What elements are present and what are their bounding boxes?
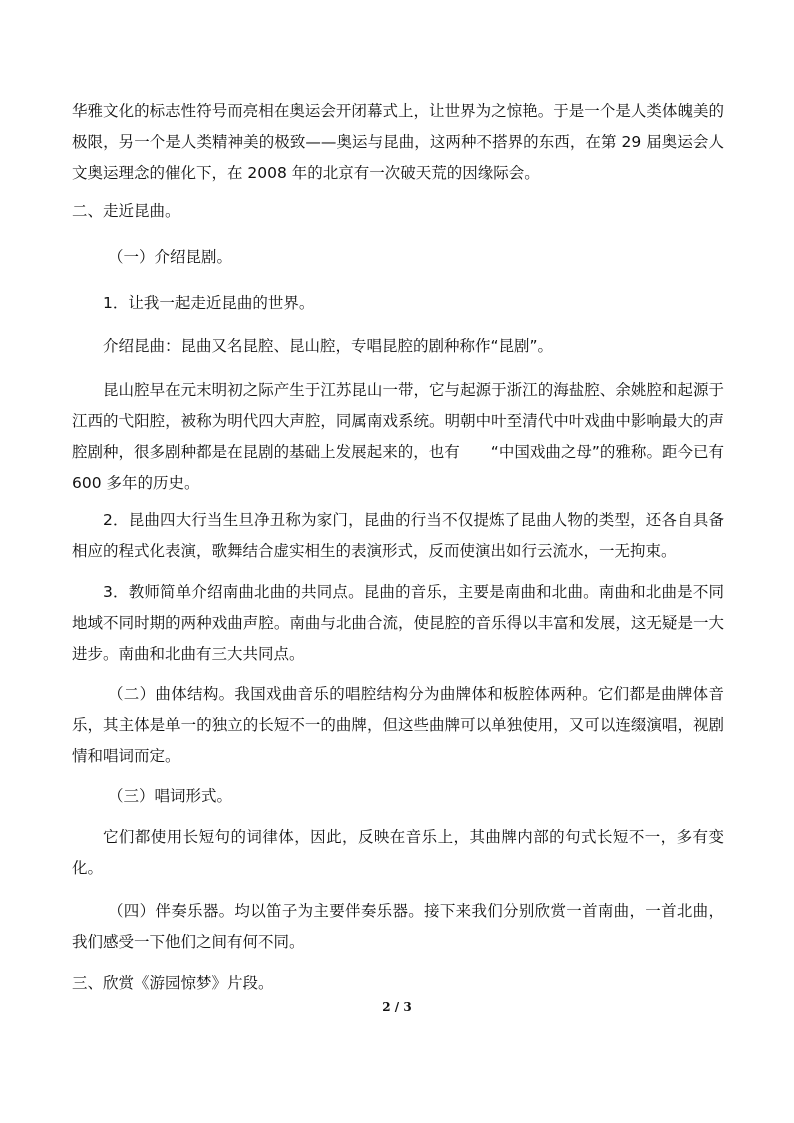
- heading-section-two: 二、走近昆曲。: [72, 202, 181, 220]
- heading-section-three: 三、欣赏《游园惊梦》片段。: [72, 974, 274, 992]
- paragraph-item-2: 2．昆曲四大行当生旦净丑称为家门，昆曲的行当不仅提炼了昆曲人物的类型，还各自具备相应的程式化表演，歌舞结合虚实相生的表演形式，反而使演出如行云流水，一无拘束。: [72, 511, 724, 560]
- paragraph-lyrics-form: 它们都使用长短句的词律体，因此，反映在音乐上，其曲牌内部的句式长短不一，多有变化。: [72, 828, 724, 877]
- heading-subsection-one: （一）介绍昆剧。: [108, 248, 233, 266]
- page-number: 2 / 3: [382, 1000, 412, 1014]
- paragraph-olympics-intro: 华雅文化的标志性符号而亮相在奥运会开闭幕式上，让世界为之惊艳。于是一个是人类体魄美的极限，另一个是人类精神美的极致——奥运与昆曲，这两种不搭界的东西，在第 29 届奥运会人文奥运理念的催化下，在 2008 年的北京有一次破天荒的因缘际会。: [72, 102, 724, 182]
- paragraph-item-1: 1．让我一起走近昆曲的世界。: [103, 294, 315, 312]
- paragraph-item-3: 3．教师简单介绍南曲北曲的共同点。昆曲的音乐，主要是南曲和北曲。南曲和北曲是不同地域不同时期的两种戏曲声腔。南曲与北曲合流，使昆腔的音乐得以丰富和发展，这无疑是一大进步。南曲和北曲有三大共同点。: [72, 583, 724, 663]
- paragraph-kunshan-history: 昆山腔早在元末明初之际产生于江苏昆山一带，它与起源于浙江的海盐腔、余姚腔和起源于江西的弋阳腔，被称为明代四大声腔，同属南戏系统。明朝中叶至清代中叶戏曲中影响最大的声腔剧种，很多剧种都是在昆剧的基础上发展起来的，也有 “中国戏曲之母”的雅称。距今已有 600 多年的历史。: [72, 381, 724, 492]
- paragraph-kunqu-definition: 介绍昆曲：昆曲又名昆腔、昆山腔，专唱昆腔的剧种称作“昆剧”。: [103, 337, 554, 355]
- paragraph-subsection-four: （四）伴奏乐器。均以笛子为主要伴奏乐器。接下来我们分别欣赏一首南曲，一首北曲，我们感受一下他们之间有何不同。: [72, 902, 724, 951]
- paragraph-subsection-two: （二）曲体结构。我国戏曲音乐的唱腔结构分为曲牌体和板腔体两种。它们都是曲牌体音乐，其主体是单一的独立的长短不一的曲牌，但这些曲牌可以单独使用，又可以连缀演唱，视剧情和唱词而定。: [72, 685, 724, 765]
- heading-subsection-three: （三）唱词形式。: [108, 787, 233, 805]
